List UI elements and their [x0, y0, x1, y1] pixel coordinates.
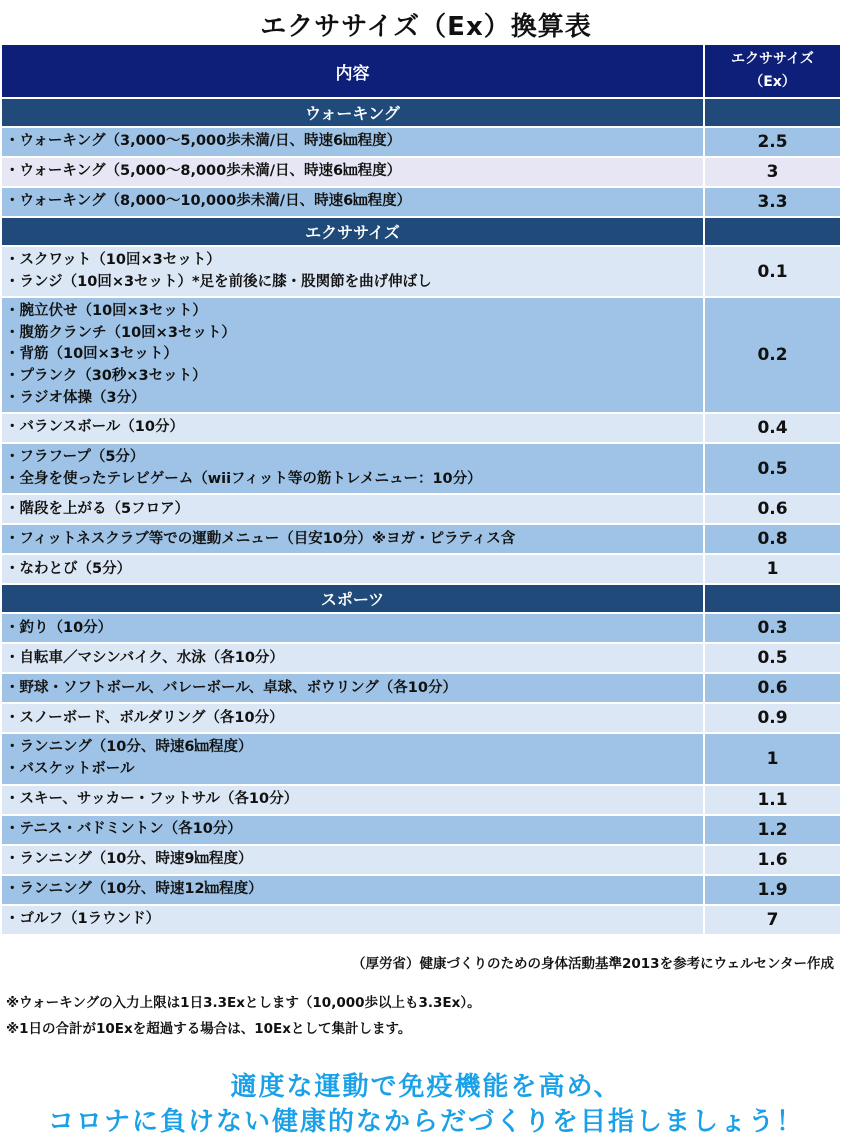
slogan-line-1: 適度な運動で免疫機能を高め、	[230, 1072, 622, 1102]
page-title: エクササイズ（Ex）換算表	[260, 12, 592, 42]
section-value-blank	[704, 98, 841, 127]
ex-value: 0.9	[704, 703, 841, 733]
activity-cell	[1, 187, 704, 217]
table-row	[1, 554, 841, 584]
ex-value: 0.4	[704, 413, 841, 443]
activity-text: ・なわとび（5分）	[5, 560, 132, 577]
activity-cell	[1, 875, 704, 905]
activity-text: ・ウォーキング（5,000～8,000歩未満/日、時速6㎞程度）	[5, 163, 402, 180]
section-title: エクササイズ	[1, 217, 704, 246]
section-header-row	[1, 98, 841, 127]
ex-value: 2.5	[704, 127, 841, 157]
activity-text: ・腹筋クランチ（10回×3セット）	[5, 324, 236, 341]
activity-text: ・野球・ソフトボール、バレーボール、卓球、ボウリング（各10分）	[5, 679, 457, 696]
activity-cell	[1, 733, 704, 784]
table-row	[1, 157, 841, 187]
activity-cell	[1, 554, 704, 584]
ex-value: 0.5	[704, 643, 841, 673]
activity-text: ・全身を使ったテレビゲーム（wiiフィット等の筋トレメニュー：10分）	[5, 470, 482, 487]
table-row	[1, 785, 841, 815]
activity-text: ・自転車／マシンバイク、水泳（各10分）	[5, 649, 284, 666]
header-ex-line1: エクササイズ	[731, 51, 814, 67]
activity-cell	[1, 845, 704, 875]
table-row	[1, 845, 841, 875]
exercise-table	[0, 43, 842, 936]
activity-cell	[1, 703, 704, 733]
activity-cell	[1, 413, 704, 443]
table-row	[1, 524, 841, 554]
activity-cell	[1, 443, 704, 494]
activity-text: ・バスケットボール	[5, 760, 135, 777]
table-row	[1, 643, 841, 673]
table-row	[1, 187, 841, 217]
section-title: スポーツ	[1, 584, 704, 613]
section-value-blank	[704, 584, 841, 613]
activity-text: ・スノーボード、ボルダリング（各10分）	[5, 709, 284, 726]
ex-value: 0.1	[704, 246, 841, 297]
table-row	[1, 673, 841, 703]
activity-cell	[1, 785, 704, 815]
activity-text: ・ランニング（10分、時速6㎞程度）	[5, 739, 253, 756]
ex-value: 0.8	[704, 524, 841, 554]
ex-value: 3.3	[704, 187, 841, 217]
table-row	[1, 494, 841, 524]
activity-cell	[1, 157, 704, 187]
note-walking-limit: ※ウォーキングの入力上限は1日3.3Exとします（10,000歩以上も3.3Ex）。	[6, 995, 481, 1011]
section-title: ウォーキング	[1, 98, 704, 127]
section-header-row	[1, 584, 841, 613]
ex-value: 1.9	[704, 875, 841, 905]
table-row	[1, 905, 841, 935]
activity-text: ・ランニング（10分、時速12㎞程度）	[5, 880, 263, 897]
ex-value: 1	[704, 733, 841, 784]
activity-text: ・スクワット（10回×3セット）	[5, 252, 221, 268]
ex-value: 1	[704, 554, 841, 584]
table-row	[1, 613, 841, 643]
activity-text: ・階段を上がる（5フロア）	[5, 500, 190, 517]
ex-value: 7	[704, 905, 841, 935]
ex-value: 3	[704, 157, 841, 187]
ex-value: 0.6	[704, 673, 841, 703]
activity-cell	[1, 246, 704, 297]
header-ex-line2: （Ex）	[749, 74, 796, 90]
activity-text: ・フラフープ（5分）	[5, 449, 145, 466]
activity-text: ・ウォーキング（8,000～10,000歩未満/日、時速6㎞程度）	[5, 193, 412, 210]
ex-value: 0.3	[704, 613, 841, 643]
section-value-blank	[704, 217, 841, 246]
activity-text: ・ゴルフ（1ラウンド）	[5, 910, 161, 927]
activity-text: ・ウォーキング（3,000～5,000歩未満/日、時速6㎞程度）	[5, 133, 402, 150]
table-body	[1, 98, 841, 935]
table-row	[1, 733, 841, 784]
activity-cell	[1, 127, 704, 157]
activity-text: ・ランニング（10分、時速9㎞程度）	[5, 850, 253, 867]
source-note: （厚労省）健康づくりのための身体活動基準2013を参考にウェルセンター作成	[352, 956, 834, 972]
table-row	[1, 875, 841, 905]
ex-value: 1.2	[704, 815, 841, 845]
activity-text: ・フィットネスクラブ等での運動メニュー（目安10分）※ヨガ・ピラティス含	[5, 530, 516, 547]
activity-cell	[1, 297, 704, 413]
ex-value: 0.2	[704, 297, 841, 413]
header-content: 内容	[1, 44, 704, 98]
table-row	[1, 297, 841, 413]
table-row	[1, 127, 841, 157]
slogan-line-2: コロナに負けない健康的なからだづくりを目指しましょう！	[47, 1107, 804, 1137]
activity-text: ・バランスボール（10分）	[5, 419, 184, 436]
ex-value: 0.6	[704, 494, 841, 524]
activity-cell	[1, 815, 704, 845]
activity-cell	[1, 905, 704, 935]
ex-value: 1.6	[704, 845, 841, 875]
header-ex	[704, 44, 841, 98]
activity-text: ・腕立伏せ（10回×3セット）	[5, 303, 207, 320]
activity-cell	[1, 613, 704, 643]
activity-cell	[1, 643, 704, 673]
activity-text: ・スキー、サッカー・フットサル（各10分）	[5, 790, 299, 807]
activity-cell	[1, 494, 704, 524]
activity-text: ・背筋（10回×3セット）	[5, 346, 178, 363]
table-row	[1, 246, 841, 297]
activity-cell	[1, 673, 704, 703]
activity-text: ・ランジ（10回×3セット）*足を前後に膝・股関節を曲げ伸ばし	[5, 273, 432, 290]
activity-cell	[1, 524, 704, 554]
activity-text: ・ラジオ体操（3分）	[5, 389, 146, 406]
table-row	[1, 413, 841, 443]
note-daily-cap: ※1日の合計が10Exを超過する場合は、10Exとして集計します。	[6, 1021, 412, 1037]
table-row	[1, 815, 841, 845]
table-row	[1, 703, 841, 733]
table-header-row	[1, 44, 841, 98]
section-header-row	[1, 217, 841, 246]
ex-value: 0.5	[704, 443, 841, 494]
table-row	[1, 443, 841, 494]
activity-text: ・プランク（30秒×3セット）	[5, 367, 207, 384]
activity-text: ・釣り（10分）	[5, 619, 113, 636]
ex-value: 1.1	[704, 785, 841, 815]
activity-text: ・テニス・バドミントン（各10分）	[5, 820, 242, 837]
